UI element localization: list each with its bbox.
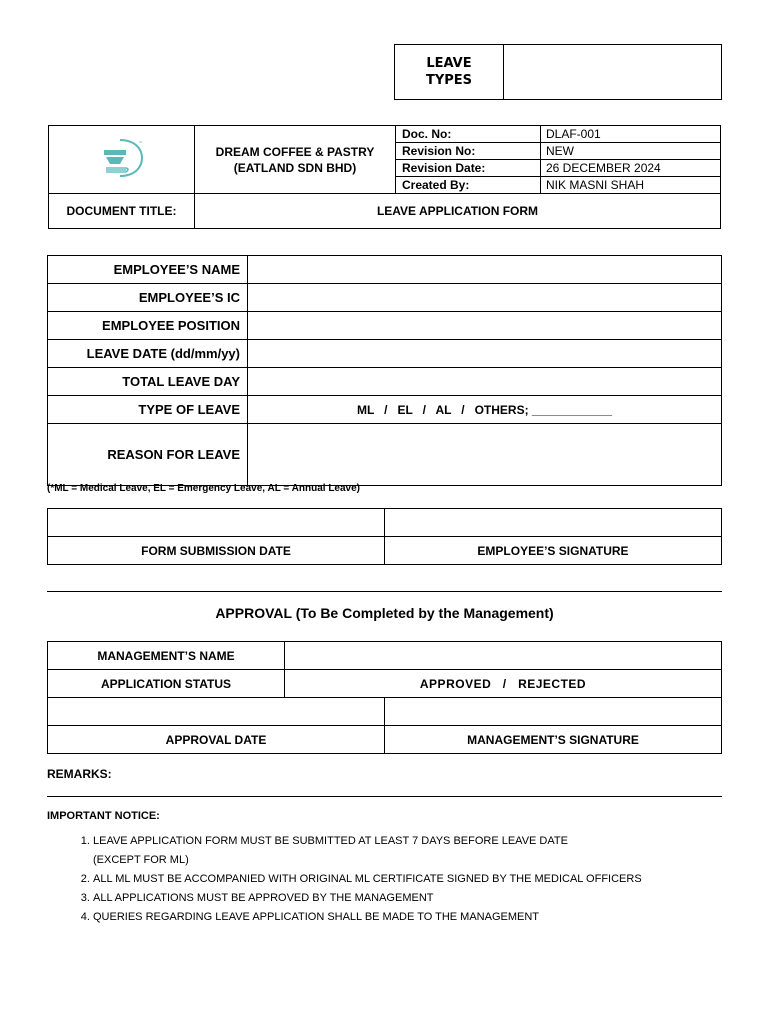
approval-date-label: APPROVAL DATE (48, 726, 385, 754)
type-of-leave-label: TYPE OF LEAVE (48, 396, 248, 424)
notice-item-text: LEAVE APPLICATION FORM MUST BE SUBMITTED AT LEAST 7 DAYS BEFORE LEAVE DATE (93, 835, 568, 847)
company-line2: (EATLAND SDN BHD) (233, 160, 357, 175)
application-status-options[interactable] (285, 670, 722, 698)
document-title-label: DOCUMENT TITLE: (49, 194, 195, 229)
reason-for-leave-label: REASON FOR LEAVE (48, 424, 248, 486)
management-signature-field[interactable] (385, 698, 722, 726)
management-name-label: MANAGEMENT’S NAME (48, 642, 285, 670)
company-name (195, 126, 396, 194)
leave-type-footnote: (*ML = Medical Leave, EL = Emergency Leave, AL = Annual Leave) (47, 483, 360, 494)
revision-no-label: Revision No: (396, 143, 541, 160)
notice-item (93, 832, 753, 870)
employee-name-label: EMPLOYEE’S NAME (48, 256, 248, 284)
notice-item: 2. ALL ML MUST BE ACCOMPANIED WITH ORIGINAL ML CERTIFICATE SIGNED BY THE MEDICAL OFFICERS (93, 870, 753, 889)
application-status-text: APPROVED / REJECTED (419, 676, 587, 691)
management-name-field[interactable] (285, 642, 722, 670)
doc-no-value: DLAF-001 (541, 126, 721, 143)
doc-no-label: Doc. No: (396, 126, 541, 143)
leave-types-box (394, 44, 722, 100)
document-title: LEAVE APPLICATION FORM (195, 194, 721, 229)
notice-title: IMPORTANT NOTICE: (47, 810, 160, 822)
employee-form (47, 255, 722, 486)
employee-signature-label: EMPLOYEE’S SIGNATURE (385, 537, 722, 565)
notice-list (47, 832, 753, 927)
remarks-label: REMARKS: (47, 767, 112, 781)
notice-item: 4. QUERIES REGARDING LEAVE APPLICATION SHALL BE MADE TO THE MANAGEMENT (93, 908, 753, 927)
employee-position-field[interactable] (248, 312, 722, 340)
created-by-value: NIK MASNI SHAH (541, 177, 721, 194)
reason-for-leave-field[interactable] (248, 424, 722, 486)
employee-ic-field[interactable] (248, 284, 722, 312)
notice-item-continuation: (EXCEPT FOR ML) (93, 854, 189, 866)
logo-cell (49, 126, 195, 194)
company-logo (98, 136, 146, 180)
employee-signature-field[interactable] (385, 509, 722, 537)
employee-name-field[interactable] (248, 256, 722, 284)
type-of-leave-options[interactable] (248, 396, 722, 424)
created-by-label: Created By: (396, 177, 541, 194)
type-of-leave-options-text: ML / EL / AL / OTHERS; ____________ (357, 402, 612, 417)
approval-signature-table (47, 697, 722, 754)
leave-types-label (395, 45, 504, 100)
total-leave-day-label: TOTAL LEAVE DAY (48, 368, 248, 396)
total-leave-day-field[interactable] (248, 368, 722, 396)
submission-table (47, 508, 722, 565)
leave-types-label-line2: TYPES (425, 73, 473, 88)
revision-no-value: NEW (541, 143, 721, 160)
leave-types-value[interactable] (504, 45, 722, 100)
remarks-line[interactable] (47, 796, 722, 797)
leave-date-field[interactable] (248, 340, 722, 368)
application-status-label: APPLICATION STATUS (48, 670, 285, 698)
approval-title: APPROVAL (To Be Completed by the Management) (215, 605, 554, 621)
employee-ic-label: EMPLOYEE’S IC (48, 284, 248, 312)
company-line1: DREAM COFFEE & PASTRY (215, 144, 375, 159)
approval-date-field[interactable] (48, 698, 385, 726)
leave-types-label-line1: LEAVE (426, 56, 472, 71)
document-header (48, 125, 721, 229)
section-divider (47, 591, 722, 592)
revision-date-value: 26 DECEMBER 2024 (541, 160, 721, 177)
approval-table (47, 641, 722, 698)
submission-date-label: FORM SUBMISSION DATE (48, 537, 385, 565)
submission-date-field[interactable] (48, 509, 385, 537)
revision-date-label: Revision Date: (396, 160, 541, 177)
leave-date-label: LEAVE DATE (dd/mm/yy) (48, 340, 248, 368)
management-signature-label: MANAGEMENT’S SIGNATURE (385, 726, 722, 754)
notice-item: 3. ALL APPLICATIONS MUST BE APPROVED BY THE MANAGEMENT (93, 889, 753, 908)
employee-position-label: EMPLOYEE POSITION (48, 312, 248, 340)
logo-trademark: ™ (137, 140, 142, 145)
